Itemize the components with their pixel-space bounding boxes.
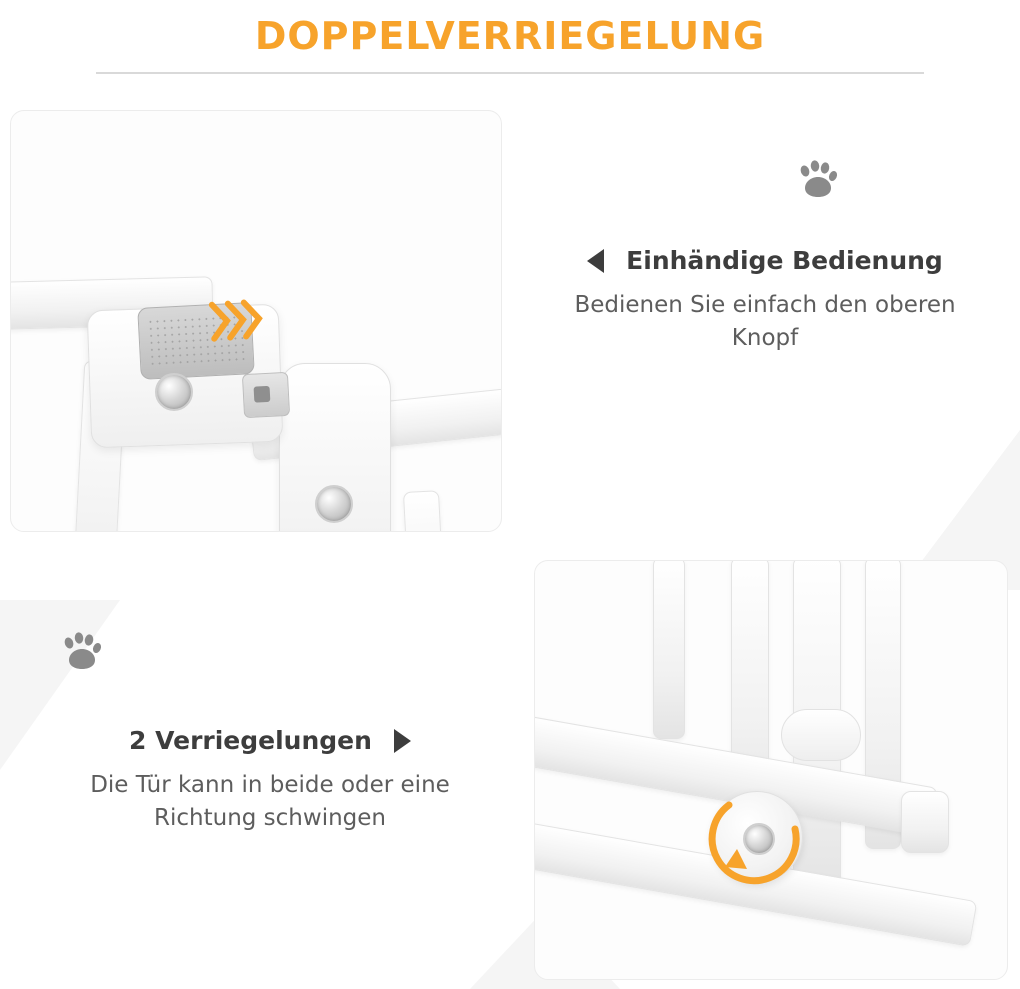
photo-hinge-closeup [534, 560, 1008, 980]
paw-print-icon [796, 160, 840, 204]
paw-print-icon [60, 632, 104, 676]
callout-two-locks [40, 726, 500, 836]
photo-latch-closeup [10, 110, 502, 532]
callout-heading-row [540, 246, 990, 275]
triangle-right-icon [394, 729, 411, 753]
callout-heading: Einhändige Bedienung [626, 246, 943, 275]
screw-icon [315, 485, 353, 523]
page-header [0, 0, 1020, 80]
callout-heading-row [40, 726, 500, 755]
screw-icon [743, 823, 775, 855]
gate-foot [901, 791, 949, 853]
hinge-cap [781, 709, 861, 761]
gate-bar-vertical-1 [653, 560, 685, 739]
page-title: DOPPELVERRIEGELUNG [254, 14, 766, 58]
callout-one-hand-operation [540, 246, 990, 356]
callout-body: Bedienen Sie einfach den oberen Knopf [574, 292, 956, 352]
triangle-left-icon [587, 249, 604, 273]
latch-connector [242, 372, 290, 418]
callout-body: Die Tür kann in beide oder eine Richtung schwingen [90, 772, 450, 832]
screw-icon [155, 373, 193, 411]
chevron-motion-icon [205, 295, 270, 345]
callout-heading: 2 Verriegelungen [129, 726, 372, 755]
gate-post-far [403, 490, 447, 532]
header-divider [96, 72, 924, 74]
